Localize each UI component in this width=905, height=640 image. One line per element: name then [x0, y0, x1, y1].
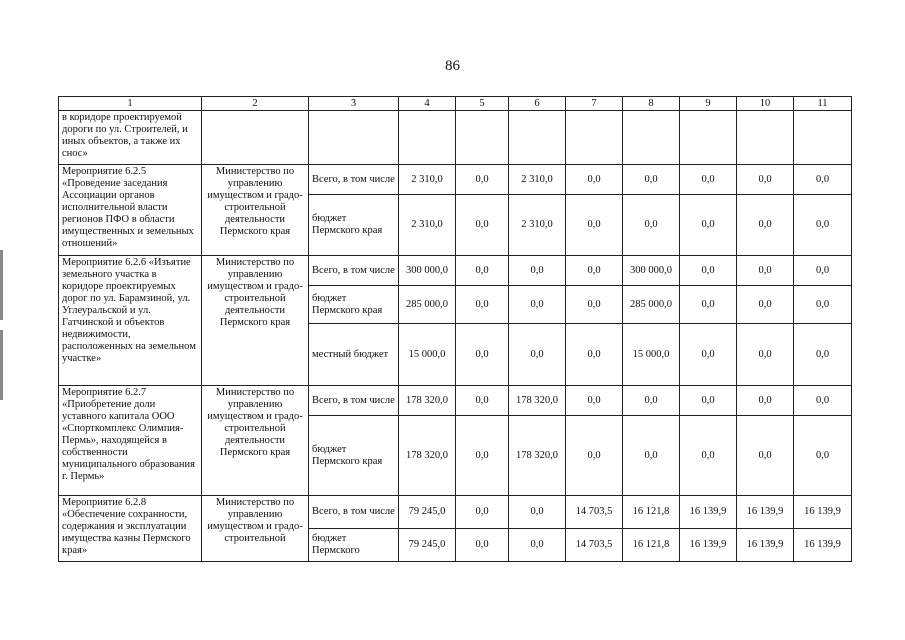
- empty-cell: [794, 111, 852, 165]
- amount-cell: 0,0: [794, 165, 852, 195]
- amount-cell: 0,0: [509, 324, 566, 386]
- amount-cell: 0,0: [566, 286, 623, 324]
- amount-cell: 0,0: [456, 195, 509, 256]
- amount-cell: 0,0: [680, 324, 737, 386]
- header-cell: 4: [399, 97, 456, 111]
- empty-cell: [680, 111, 737, 165]
- header-cell: 3: [309, 97, 399, 111]
- header-cell: 1: [59, 97, 202, 111]
- activity-cell: Мероприятие 6.2.6 «Изъятие земельного участка в коридоре проектируемых дорог по ул. Барамзиной, ул. Углеуральской и ул. Гатчинской и объектов недвижимости, расположенных на земельном участке»: [59, 256, 202, 386]
- amount-cell: 0,0: [794, 195, 852, 256]
- amount-cell: 0,0: [456, 324, 509, 386]
- amount-cell: 0,0: [680, 416, 737, 496]
- amount-cell: 0,0: [680, 165, 737, 195]
- amount-cell: 2 310,0: [509, 195, 566, 256]
- amount-cell: 16 121,8: [623, 529, 680, 562]
- empty-cell: [456, 111, 509, 165]
- funding-source-cell: бюджет Пермского края: [309, 416, 399, 496]
- amount-cell: 0,0: [509, 256, 566, 286]
- amount-cell: 0,0: [456, 416, 509, 496]
- amount-cell: 0,0: [737, 256, 794, 286]
- funding-source-cell: местный бюджет: [309, 324, 399, 386]
- activity-cell: в коридоре проектируемой дороги по ул. Строителей, и иных объектов, а также их снос»: [59, 111, 202, 165]
- page-number: 86: [445, 58, 460, 74]
- amount-cell: 16 121,8: [623, 496, 680, 529]
- amount-cell: 0,0: [794, 324, 852, 386]
- header-cell: 7: [566, 97, 623, 111]
- funding-source-cell: бюджет Пермского края: [309, 195, 399, 256]
- funding-source-cell: Всего, в том числе: [309, 165, 399, 195]
- amount-cell: 0,0: [623, 195, 680, 256]
- amount-cell: 16 139,9: [794, 529, 852, 562]
- amount-cell: 0,0: [566, 165, 623, 195]
- empty-cell: [623, 111, 680, 165]
- table-row: [59, 256, 852, 286]
- amount-cell: 0,0: [509, 496, 566, 529]
- header-cell: 8: [623, 97, 680, 111]
- amount-cell: 0,0: [737, 386, 794, 416]
- header-cell: 10: [737, 97, 794, 111]
- amount-cell: 0,0: [737, 416, 794, 496]
- amount-cell: 0,0: [737, 165, 794, 195]
- amount-cell: 0,0: [623, 416, 680, 496]
- amount-cell: 0,0: [794, 386, 852, 416]
- amount-cell: 0,0: [794, 256, 852, 286]
- amount-cell: 0,0: [566, 195, 623, 256]
- funding-source-cell: бюджет Пермского: [309, 529, 399, 562]
- executor-cell: Министерство по управлению имуществом и градо-строительной деятельности Пермского края: [202, 256, 309, 386]
- amount-cell: 0,0: [623, 165, 680, 195]
- amount-cell: 16 139,9: [680, 529, 737, 562]
- amount-cell: 0,0: [509, 529, 566, 562]
- header-row: [59, 97, 852, 111]
- amount-cell: 178 320,0: [399, 416, 456, 496]
- activity-cell: Мероприятие 6.2.5 «Проведение заседания Ассоциации органов исполнительной власти регионов ПФО в области имущественных и земельных отношений»: [59, 165, 202, 256]
- amount-cell: 14 703,5: [566, 529, 623, 562]
- amount-cell: 0,0: [566, 256, 623, 286]
- scan-edge-mark: [0, 250, 3, 320]
- amount-cell: 2 310,0: [399, 165, 456, 195]
- amount-cell: 79 245,0: [399, 529, 456, 562]
- amount-cell: 300 000,0: [623, 256, 680, 286]
- amount-cell: 0,0: [456, 256, 509, 286]
- amount-cell: 16 139,9: [737, 496, 794, 529]
- amount-cell: 0,0: [737, 286, 794, 324]
- amount-cell: 0,0: [737, 324, 794, 386]
- budget-table: [58, 96, 852, 562]
- amount-cell: 0,0: [737, 195, 794, 256]
- amount-cell: 0,0: [566, 324, 623, 386]
- amount-cell: 16 139,9: [737, 529, 794, 562]
- continuation-row: [59, 111, 852, 165]
- amount-cell: 0,0: [566, 416, 623, 496]
- empty-cell: [309, 111, 399, 165]
- amount-cell: 285 000,0: [399, 286, 456, 324]
- amount-cell: 178 320,0: [509, 386, 566, 416]
- amount-cell: 0,0: [794, 416, 852, 496]
- table-row: [59, 496, 852, 529]
- table-row: [59, 165, 852, 195]
- amount-cell: 0,0: [680, 386, 737, 416]
- scan-edge-mark: [0, 330, 3, 400]
- header-cell: 11: [794, 97, 852, 111]
- empty-cell: [202, 111, 309, 165]
- amount-cell: 0,0: [456, 529, 509, 562]
- amount-cell: 0,0: [456, 386, 509, 416]
- activity-cell: Мероприятие 6.2.8 «Обеспечение сохранности, содержания и эксплуатации имущества казны Пермского края»: [59, 496, 202, 562]
- amount-cell: 300 000,0: [399, 256, 456, 286]
- amount-cell: 0,0: [680, 256, 737, 286]
- executor-cell: Министерство по управлению имуществом и градо-строительной деятельности Пермского края: [202, 165, 309, 256]
- amount-cell: 0,0: [623, 386, 680, 416]
- amount-cell: 15 000,0: [623, 324, 680, 386]
- funding-source-cell: Всего, в том числе: [309, 386, 399, 416]
- funding-source-cell: бюджет Пермского края: [309, 286, 399, 324]
- amount-cell: 0,0: [509, 286, 566, 324]
- amount-cell: 0,0: [456, 165, 509, 195]
- amount-cell: 0,0: [794, 286, 852, 324]
- empty-cell: [399, 111, 456, 165]
- amount-cell: 16 139,9: [794, 496, 852, 529]
- amount-cell: 16 139,9: [680, 496, 737, 529]
- activity-cell: Мероприятие 6.2.7 «Приобретение доли уставного капитала ООО «Спорткомплекс Олимпия-Пермь», находящейся в собственности муниципального образования г. Пермь»: [59, 386, 202, 496]
- amount-cell: 0,0: [566, 386, 623, 416]
- amount-cell: 79 245,0: [399, 496, 456, 529]
- amount-cell: 0,0: [680, 195, 737, 256]
- amount-cell: 2 310,0: [399, 195, 456, 256]
- amount-cell: 0,0: [680, 286, 737, 324]
- funding-source-cell: Всего, в том числе: [309, 496, 399, 529]
- amount-cell: 2 310,0: [509, 165, 566, 195]
- header-cell: 2: [202, 97, 309, 111]
- funding-source-cell: Всего, в том числе: [309, 256, 399, 286]
- executor-cell: Министерство по управлению имуществом и градо-строительной деятельности Пермского края: [202, 386, 309, 496]
- table-row: [59, 386, 852, 416]
- header-cell: 6: [509, 97, 566, 111]
- empty-cell: [737, 111, 794, 165]
- amount-cell: 178 320,0: [399, 386, 456, 416]
- empty-cell: [509, 111, 566, 165]
- empty-cell: [566, 111, 623, 165]
- amount-cell: 14 703,5: [566, 496, 623, 529]
- amount-cell: 0,0: [456, 496, 509, 529]
- header-cell: 5: [456, 97, 509, 111]
- header-cell: 9: [680, 97, 737, 111]
- amount-cell: 285 000,0: [623, 286, 680, 324]
- amount-cell: 178 320,0: [509, 416, 566, 496]
- amount-cell: 0,0: [456, 286, 509, 324]
- amount-cell: 15 000,0: [399, 324, 456, 386]
- executor-cell: Министерство по управлению имуществом и градо-строительной: [202, 496, 309, 562]
